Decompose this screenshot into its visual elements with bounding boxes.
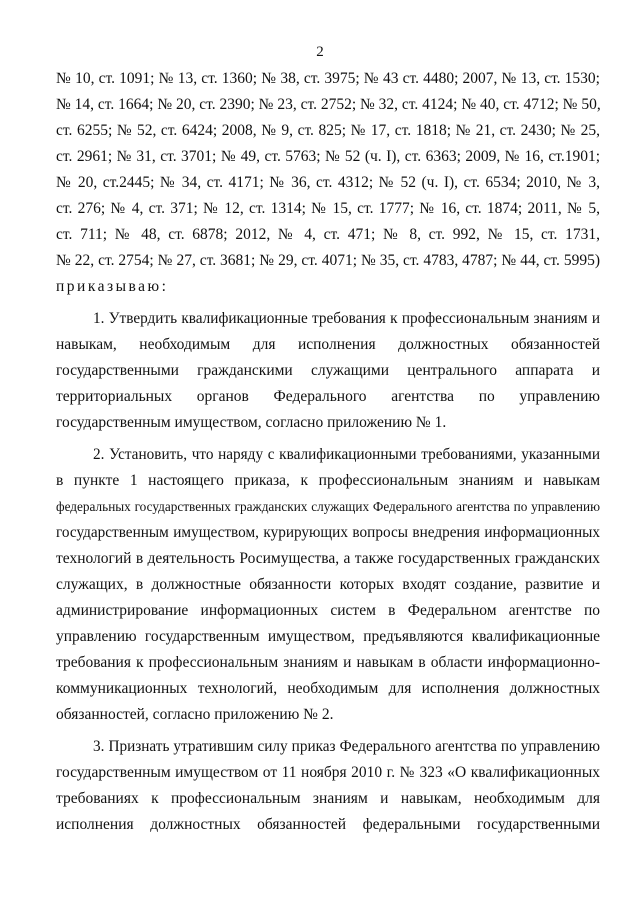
text-line: 3. Признать утратившим силу приказ Федерального агентства по управлению: [93, 738, 600, 755]
text-line: территориальных органов Федерального агентства по управлению: [56, 388, 600, 405]
text-line: администрирование информационных систем в Федеральном агентстве по: [56, 602, 600, 619]
text-line: исполнения должностных обязанностей федеральными государственными: [56, 816, 600, 833]
text-line: 2. Установить, что наряду с квалификационными требованиями, указанными: [93, 446, 600, 463]
text-line: навыкам, необходимым для исполнения должностных обязанностей: [56, 336, 600, 353]
text-line: государственным имуществом, согласно приложению № 1.: [56, 414, 447, 431]
document-body: [56, 66, 600, 838]
text-line: приказываю:: [56, 278, 169, 295]
text-line: требования к профессиональным знаниям и навыкам в области информационно-: [56, 654, 600, 671]
text-line: № 22, ст. 2754; № 27, ст. 3681; № 29, ст. 4071; № 35, ст. 4783, 4787; № 44, ст. 5995): [56, 252, 600, 269]
text-line: государственными гражданскими служащими центрального аппарата и: [56, 362, 600, 379]
text-line: ст. 2961; № 31, ст. 3701; № 49, ст. 5763; № 52 (ч. I), ст. 6363; 2009, № 16, ст.1901;: [56, 148, 600, 165]
text-line: служащих, в должностные обязанности которых входят создание, развитие и: [56, 576, 600, 593]
text-line: государственным имуществом от 11 ноября 2010 г. № 323 «О квалификационных: [56, 764, 600, 781]
text-line: ст. 6255; № 52, ст. 6424; 2008, № 9, ст. 825; № 17, ст. 1818; № 21, ст. 2430; № 25,: [56, 122, 600, 139]
text-line: 1. Утвердить квалификационные требования к профессиональным знаниям и: [93, 310, 600, 327]
text-line: в пункте 1 настоящего приказа, к профессиональным знаниям и навыкам: [56, 472, 600, 489]
text-line: обязанностей, согласно приложению № 2.: [56, 706, 334, 723]
text-line: технологий в деятельность Росимущества, а также государственных гражданских: [56, 550, 600, 567]
text-line: № 10, ст. 1091; № 13, ст. 1360; № 38, ст. 3975; № 43 ст. 4480; 2007, № 13, ст. 1530;: [56, 70, 600, 87]
text-line: федеральных государственных гражданских служащих Федерального агентства по управлению: [56, 499, 600, 514]
text-line: коммуникационных технологий, необходимым для исполнения должностных: [56, 680, 600, 697]
text-line: государственным имуществом, курирующих вопросы внедрения информационных: [56, 524, 600, 541]
text-line: управлению государственным имуществом, предъявляются квалификационные: [56, 628, 600, 645]
page-number: 2: [316, 44, 324, 60]
text-line: № 14, ст. 1664; № 20, ст. 2390; № 23, ст. 2752; № 32, ст. 4124; № 40, ст. 4712; № 50,: [56, 96, 601, 113]
text-line: ст. 711; № 48, ст. 6878; 2012, № 4, ст. 471; № 8, ст. 992, № 15, ст. 1731,: [56, 226, 600, 243]
text-line: требованиях к профессиональным знаниям и навыкам, необходимым для: [56, 790, 600, 807]
text-line: № 20, ст.2445; № 34, ст. 4171; № 36, ст. 4312; № 52 (ч. I), ст. 6534; 2010, № 3,: [56, 174, 600, 191]
text-line: ст. 276; № 4, ст. 371; № 12, ст. 1314; № 15, ст. 1777; № 16, ст. 1874; 2011, № 5,: [56, 200, 600, 217]
